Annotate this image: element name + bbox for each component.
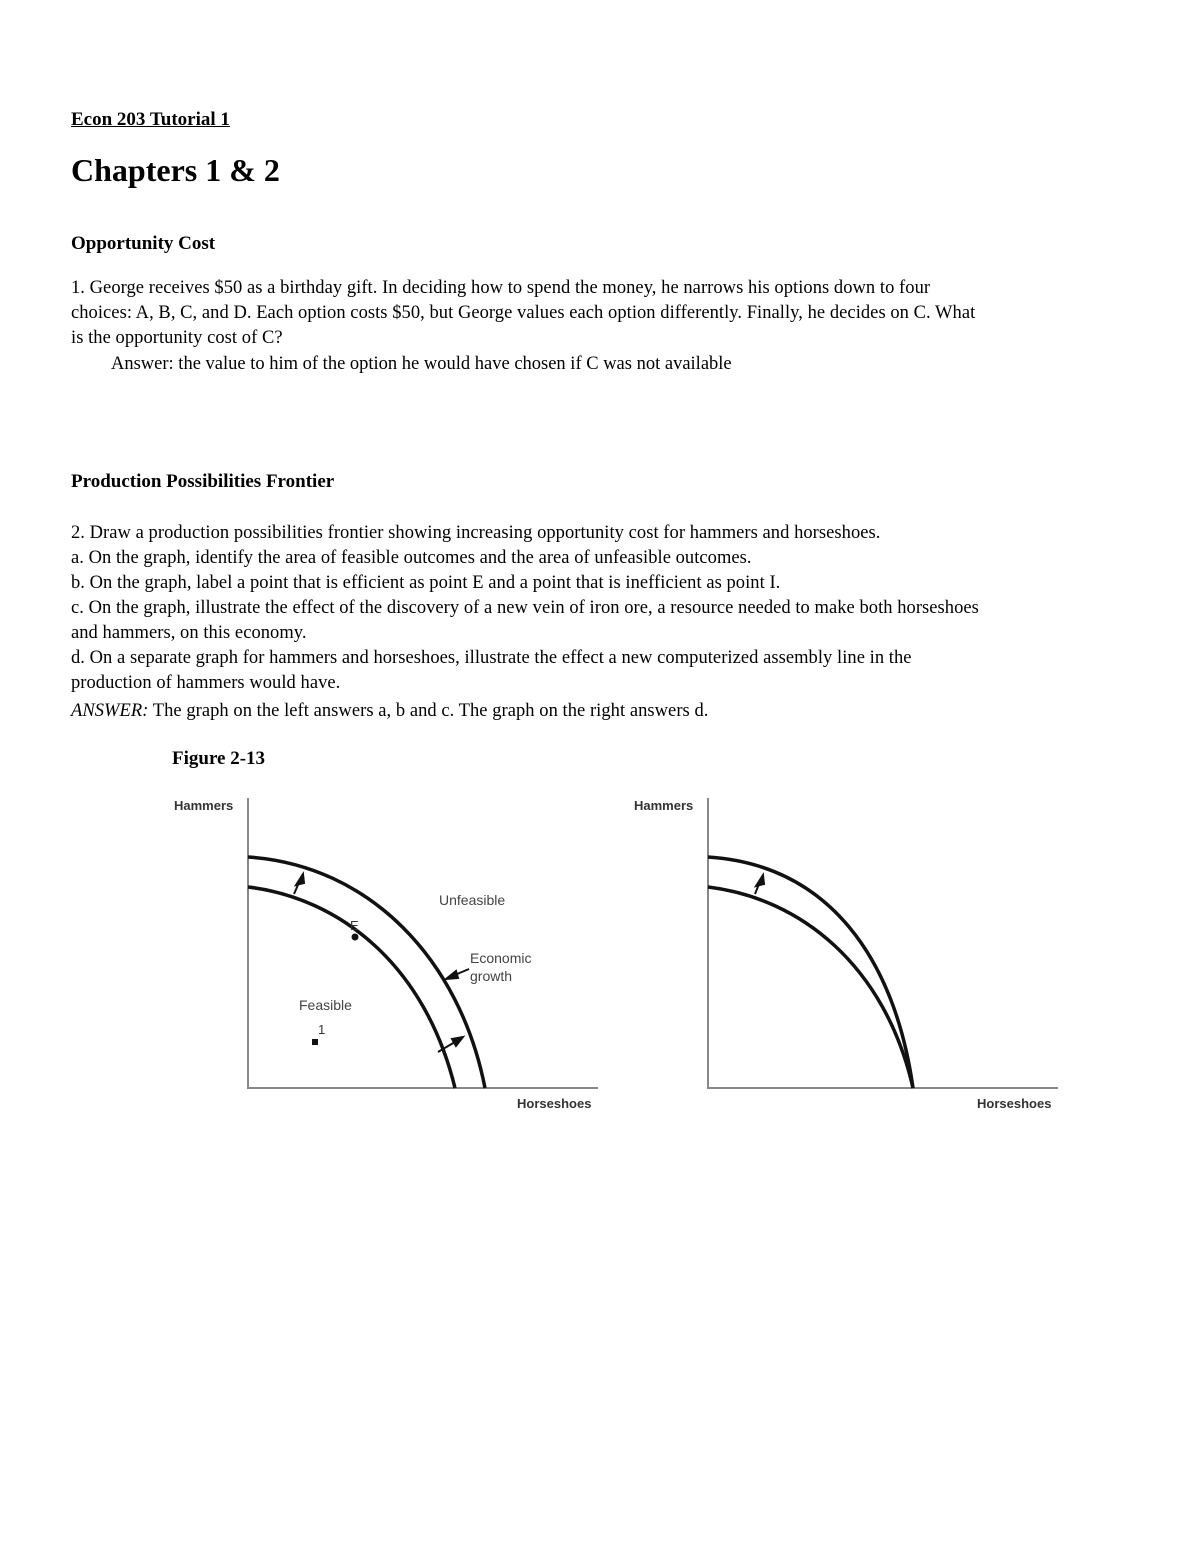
growth-pointer-arrow xyxy=(446,969,469,979)
y-axis-label: Hammers xyxy=(174,798,234,813)
course-title: Econ 203 Tutorial 1 xyxy=(71,109,230,130)
figure-title: Figure 2-13 xyxy=(172,748,266,769)
question-1 xyxy=(71,276,1131,351)
answer-2 xyxy=(71,699,1131,724)
question-2-line: c. On the graph, illustrate the effect of the discovery of a new vein of iron ore, a resource needed to make both horseshoes xyxy=(71,598,979,618)
section-title-opportunity-cost: Opportunity Cost xyxy=(71,233,216,254)
x-axis-label: Horseshoes xyxy=(517,1096,592,1111)
inefficient-point-marker xyxy=(312,1039,318,1045)
question-2-line: d. On a separate graph for hammers and horseshoes, illustrate the effect a new computerized assembly line in the xyxy=(71,648,912,668)
shift-arrow xyxy=(294,874,304,894)
section-title-ppf: Production Possibilities Frontier xyxy=(71,471,335,492)
ppf-original-curve xyxy=(708,887,913,1088)
efficient-point-marker xyxy=(352,934,359,941)
shift-arrow xyxy=(755,875,764,894)
growth-label-line1: Economic xyxy=(470,950,532,966)
answer-2-label: ANSWER: xyxy=(71,701,149,721)
question-1-line: is the opportunity cost of C? xyxy=(71,328,283,348)
question-2-line: 2. Draw a production possibilities frontier showing increasing opportunity cost for hammers and horseshoes. xyxy=(71,523,881,543)
answer-1: Answer: the value to him of the option he would have chosen if C was not available xyxy=(111,354,732,374)
answer-2-text: The graph on the left answers a, b and c. The graph on the right answers d. xyxy=(148,701,709,721)
question-2-line: a. On the graph, identify the area of feasible outcomes and the area of unfeasible outcomes. xyxy=(71,548,752,568)
unfeasible-region-label: Unfeasible xyxy=(439,892,506,908)
question-1-line: 1. George receives $50 as a birthday gift. In deciding how to spend the money, he narrows his options down to four xyxy=(71,278,931,298)
left-ppf-graph xyxy=(170,790,610,1125)
question-2-line: and hammers, on this economy. xyxy=(71,623,307,643)
question-2 xyxy=(71,521,1131,724)
y-axis-label: Hammers xyxy=(634,798,694,813)
question-2-line: b. On the graph, label a point that is efficient as point E and a point that is inefficient as point I. xyxy=(71,573,781,593)
efficient-point-label: E xyxy=(350,918,359,933)
right-ppf-graph xyxy=(630,790,1070,1125)
feasible-region-label: Feasible xyxy=(299,997,352,1013)
growth-label-line2: growth xyxy=(470,968,513,984)
question-2-line: production of hammers would have. xyxy=(71,673,341,693)
chapters-heading: Chapters 1 & 2 xyxy=(71,152,280,188)
question-1-line: choices: A, B, C, and D. Each option costs $50, but George values each option differently. Finally, he decides on C. What xyxy=(71,303,976,323)
inefficient-point-label: 1 xyxy=(318,1022,326,1037)
x-axis-label: Horseshoes xyxy=(977,1096,1052,1111)
